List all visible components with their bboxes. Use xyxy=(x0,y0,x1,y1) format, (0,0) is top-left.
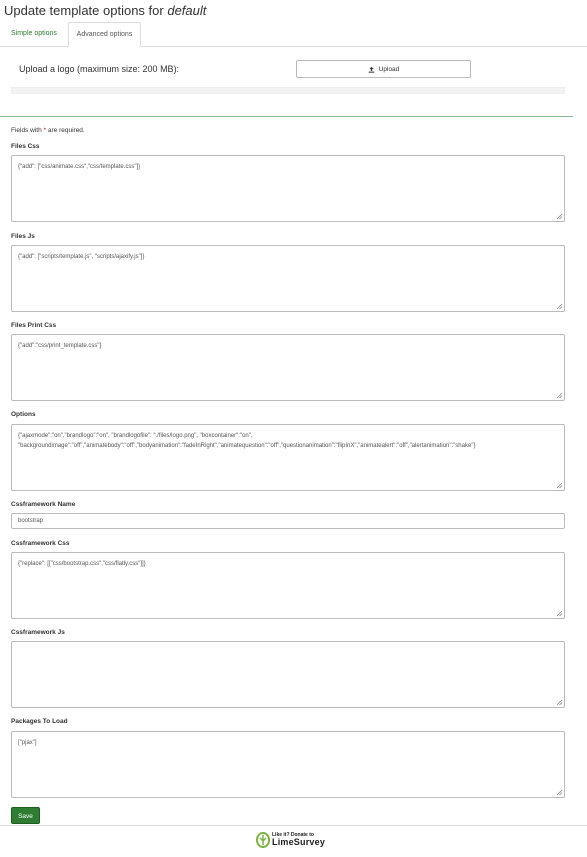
options-value: {"ajaxmode":"on","brandlogo":"on", "brandlogofile": "./files/logo.png", "boxcontainer":"on", "backgroundimage":"off","animatebody":"off","bodyanimation":"fadeInRight","animatequestion":"off","questionanimation":"flipInX","animatealert":"off","alertanimation":"shake"} xyxy=(18,433,476,449)
save-button[interactable]: Save xyxy=(11,807,40,824)
required-fields-note xyxy=(11,127,85,134)
files-print-css-textarea[interactable] xyxy=(11,334,565,401)
limesurvey-logo-icon xyxy=(256,832,270,848)
footer-divider xyxy=(0,825,587,826)
upload-icon xyxy=(368,66,375,73)
files-js-textarea[interactable] xyxy=(11,245,565,312)
files-js-label: Files Js xyxy=(11,233,35,240)
footer-text xyxy=(272,833,325,847)
page-title-prefix: Update template options for xyxy=(4,3,164,18)
resize-handle-icon[interactable] xyxy=(556,482,563,489)
tab-simple-options[interactable]: Simple options xyxy=(11,30,57,37)
options-tabs xyxy=(0,22,587,47)
page-title xyxy=(4,3,206,18)
cssframework-name-input[interactable]: bootstrap xyxy=(11,513,565,529)
cssframework-js-textarea[interactable] xyxy=(11,641,565,708)
resize-handle-icon[interactable] xyxy=(556,789,563,796)
resize-handle-icon[interactable] xyxy=(556,392,563,399)
footer-donate-text: Like it? Donate to xyxy=(272,832,314,838)
cssframework-css-value: {"replace": [["css/bootstrap.css","css/flatly.css"]]} xyxy=(18,561,146,567)
resize-handle-icon[interactable] xyxy=(556,610,563,617)
packages-to-load-label: Packages To Load xyxy=(11,718,68,725)
required-star: * xyxy=(43,127,47,134)
cssframework-css-label: Cssframework Css xyxy=(11,540,70,547)
resize-handle-icon[interactable] xyxy=(556,699,563,706)
footer-brand: LimeSurvey xyxy=(272,837,326,847)
files-print-css-value: {"add":"css/print_template.css"} xyxy=(18,343,102,349)
packages-to-load-value: ["pjax"] xyxy=(18,740,37,746)
cssframework-name-label: Cssframework Name xyxy=(11,501,76,508)
upload-button[interactable] xyxy=(296,60,471,78)
upload-progress-bar xyxy=(11,87,565,94)
options-textarea[interactable] xyxy=(11,424,565,491)
upload-logo-label: Upload a logo (maximum size: 200 MB): xyxy=(19,64,180,74)
template-name: default xyxy=(167,3,207,18)
section-divider xyxy=(0,116,573,117)
resize-handle-icon[interactable] xyxy=(556,213,563,220)
options-label: Options xyxy=(11,411,36,418)
files-css-label: Files Css xyxy=(11,143,40,150)
footer-donate-link[interactable] xyxy=(256,832,325,848)
upload-button-label: Upload xyxy=(378,65,400,73)
files-css-value: {"add": ["css/animate.css","css/template.css"]} xyxy=(18,164,141,170)
files-js-value: {"add": ["scripts/template.js", "scripts/ajaxify.js"]} xyxy=(18,254,145,260)
resize-handle-icon[interactable] xyxy=(556,303,563,310)
tab-advanced-options[interactable]: Advanced options xyxy=(68,22,141,47)
files-css-textarea[interactable] xyxy=(11,155,565,222)
packages-to-load-textarea[interactable] xyxy=(11,731,565,798)
cssframework-css-textarea[interactable] xyxy=(11,552,565,619)
cssframework-js-label: Cssframework Js xyxy=(11,629,65,636)
files-print-css-label: Files Print Css xyxy=(11,322,57,329)
required-note-text-before: Fields with xyxy=(11,127,42,134)
required-note-text-after: are required. xyxy=(47,127,85,134)
